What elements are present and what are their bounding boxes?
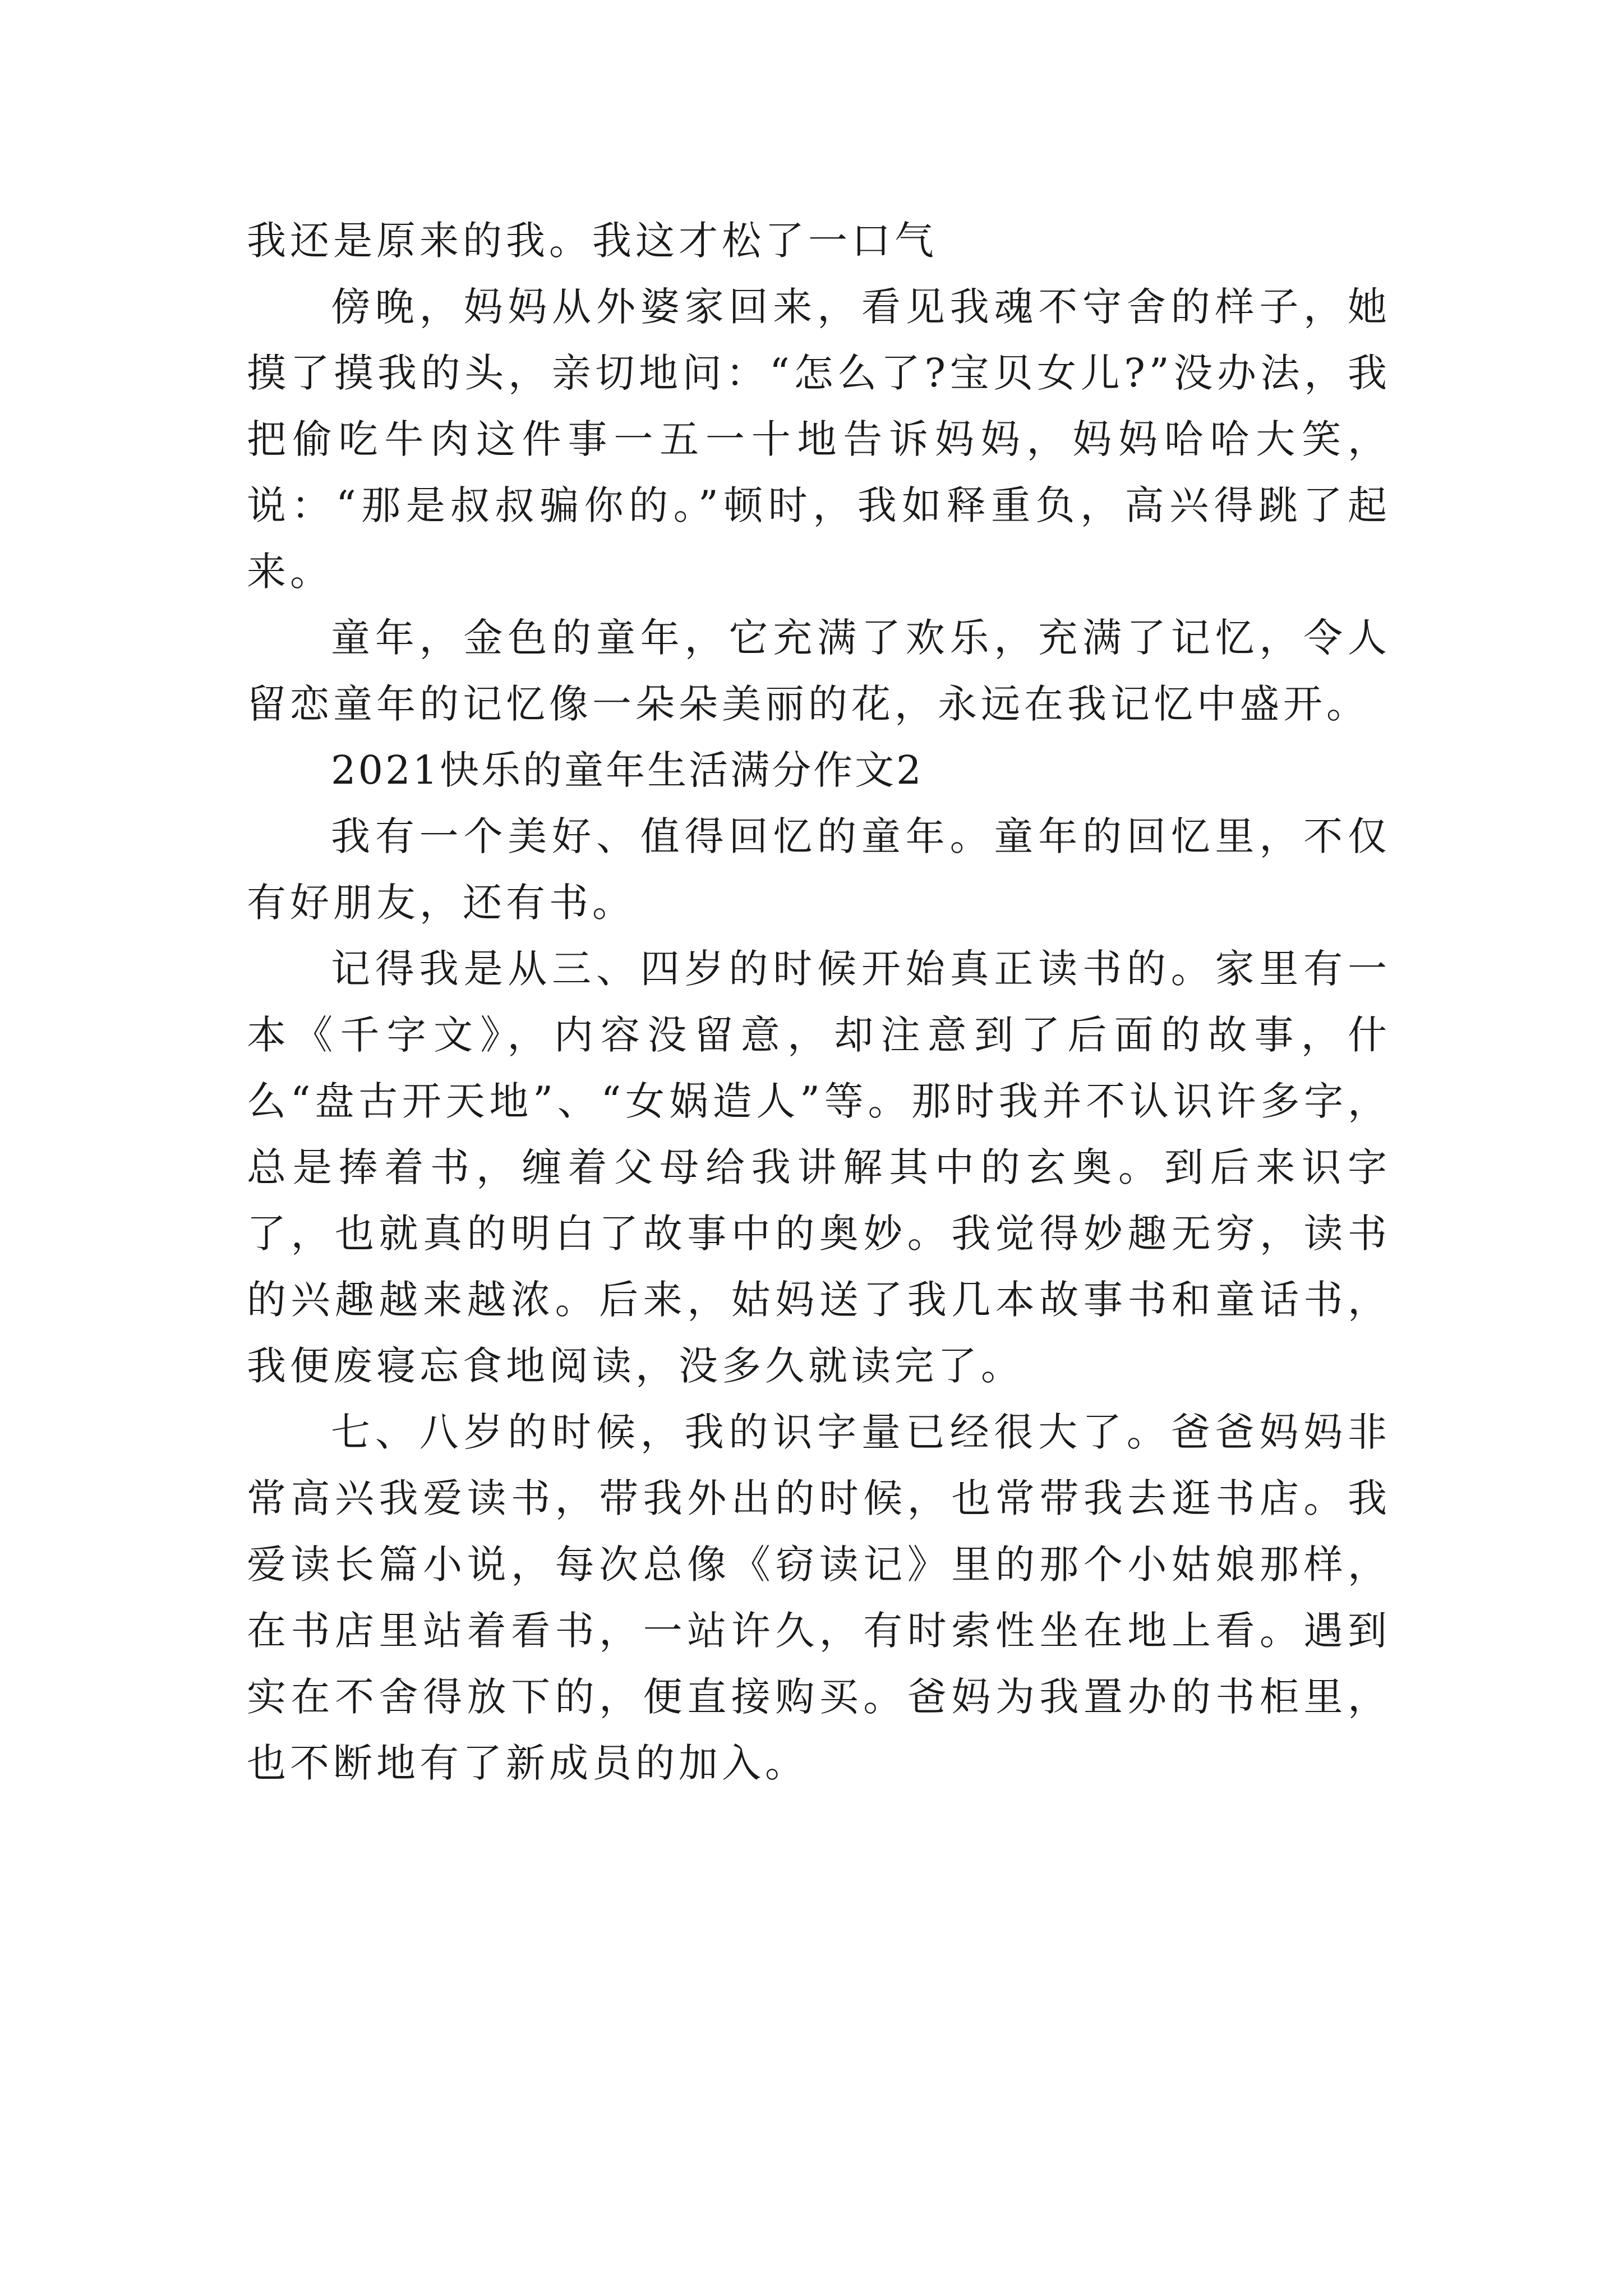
paragraph-3: 童年，金色的童年，它充满了欢乐，充满了记忆，令人留恋童年的记忆像一朵朵美丽的花，永远在我记忆中盛开。 [247,615,1391,727]
paragraph-4: 我有一个美好、值得回忆的童年。童年的回忆里，不仅有好朋友，还有书。 [247,813,1391,926]
paragraph-1: 我还是原来的我。我这才松了一口气 [247,218,938,264]
document-body [247,208,1391,1796]
paragraph-2: 傍晚，妈妈从外婆家回来，看见我魂不守舍的样子，她摸了摸我的头，亲切地问：“怎么了?宝贝女儿?”没办法，我把偷吃牛肉这件事一五一十地告诉妈妈，妈妈哈哈大笑，说：“那是叔叔骗你的。”顿时，我如释重负，高兴得跳了起来。 [247,284,1391,595]
paragraph-5: 记得我是从三、四岁的时候开始真正读书的。家里有一本《千字文》，内容没留意，却注意到了后面的故事，什么“盘古开天地”、“女娲造人”等。那时我并不认识许多字，总是捧着书，缠着父母给我讲解其中的玄奥。到后来识字了，也就真的明白了故事中的奥妙。我觉得妙趣无穷，读书的兴趣越来越浓。后来，姑妈送了我几本故事书和童话书，我便废寝忘食地阅读，没多久就读完了。 [247,946,1391,1389]
paragraph-6: 七、八岁的时候，我的识字量已经很大了。爸爸妈妈非常高兴我爱读书，带我外出的时候，也常带我去逛书店。我爱读长篇小说，每次总像《窃读记》里的那个小姑娘那样，在书店里站着看书，一站许久，有时索性坐在地上看。遇到实在不舍得放下的，便直接购买。爸妈为我置办的书柜里，也不断地有了新成员的加入。 [247,1409,1391,1786]
essay-subtitle: 2021快乐的童年生活满分作文2 [331,747,924,793]
